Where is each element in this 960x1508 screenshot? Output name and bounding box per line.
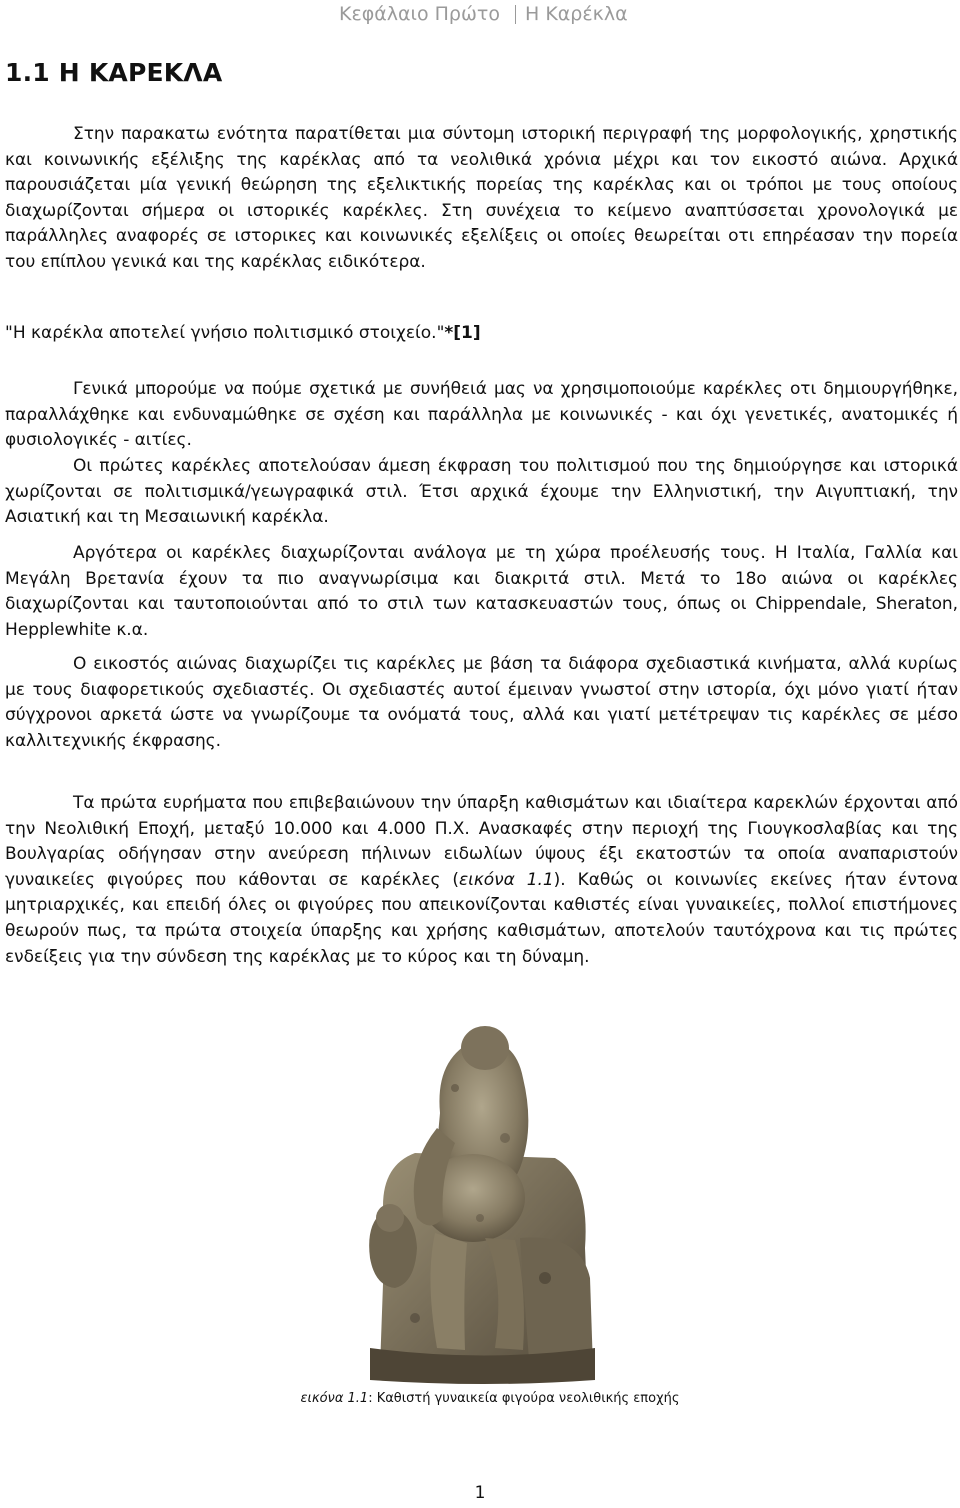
figure-caption-text: : Καθιστή γυναικεία φιγούρα νεολιθικής εποχής <box>368 1391 680 1406</box>
chapter-label: Κεφάλαιο Πρώτο <box>339 3 500 25</box>
quote-text: "Η καρέκλα αποτελεί γνήσιο πολιτισμικό στοιχείο." <box>5 323 445 343</box>
figure-caption-label: εικόνα 1.1 <box>300 1391 369 1406</box>
paragraph-countries: Αργότερα οι καρέκλες διαχωρίζονται ανάλογα με τη χώρα προέλευσής τους. Η Ιταλία, Γαλλία και Μεγάλη Βρετανία έχουν τα πιο αναγνωρίσιμα και διακριτά στιλ. Μετά το 18ο αιώνα οι καρέκλες διαχωρίζονται και ταυτοποιούνται από το στιλ των κατασκευαστών τους, όπως οι Chippendale, Sheraton, Hepplewhite κ.α. <box>5 543 958 640</box>
page-number: 1 <box>474 1483 486 1503</box>
quote <box>5 323 481 343</box>
neolithic-text-start: Τα πρώτα ευρήματα που επιβεβαιώνουν την ύπαρξη καθισμάτων και ιδιαίτερα καρεκλών έρχονται από την Νεολιθική Εποχή, μεταξύ 10.000 και 4.000 Π.Χ. Ανασκαφές στην περιοχή της Γιουγκοσλαβίας και της Βουλγαρίας οδήγησαν στην ανεύρεση πήλινων ειδωλίων ύψους έξι εκατοστών τα οποία αναπαριστούν γυναικείες φιγούρες που κάθονται σε καρέκλες ( <box>5 793 958 890</box>
figurine-illustration <box>345 1018 615 1384</box>
intro-paragraph: Στην παρακατω ενότητα παρατίθεται μια σύντομη ιστορική περιγραφή της μορφολογικής, χρηστικής και κοινωνικής εξέλιξης της καρέκλας από τα νεολιθικά χρόνια μέχρι και τον εικοστό αιώνα. Αρχικά παρουσιάζεται μία γενική θεώρηση της εξελικτικής πορείας της καρέκλας και οι τρόποι με τους οποίους διαχωρίζονται σήμερα οι ιστορικές καρέκλες. Στη συνέχεια το κείμενο αναπτύσσεται χρονολογικά με παράλληλες αναφορές σε ιστορικες και κοινωνικές εξελίξεις οι οποίες θεωρείται οτι επηρέασαν την πορεία του επίπλου γενικά και της καρέκλας ειδικότερα. <box>5 124 958 272</box>
neolithic-figurine-image <box>345 1018 615 1384</box>
figure-reference: εικόνα 1.1 <box>459 869 554 890</box>
paragraph-neolithic <box>5 791 958 970</box>
figure-caption <box>300 1389 680 1408</box>
neolithic-text-end: ). Καθώς οι κοινωνίες εκείνες ήταν έντονα μητριαρχικές, και επειδή όλες οι φιγούρες που απεικονίζονται καθιστές είναι γυναικείες, πολλοί επιστήμονες θεωρούν πως, τα πρώτα στοιχεία ύπαρξης και χρήσης καθισμάτων, αποτελούν ταυτόχρονα και τις πρώτες ενδείξεις για την σύνδεση της καρέκλας με το κύρος και τη δύναμη. <box>5 869 958 967</box>
header-separator <box>515 5 516 24</box>
paragraph-twentieth-century: Ο εικοστός αιώνας διαχωρίζει τις καρέκλες με βάση τα διάφορα σχεδιαστικά κινήματα, αλλά κυρίως με τους διαφορετικούς σχεδιαστές. Οι σχεδιαστές αυτοί έμειναν γνωστοί στην ιστορία, όχι μόνο γιατί ήταν σύγχρονοι αρκετά ώστε να γνωρίζουμε τα ονόματά τους, αλλά και γιατί μετέτρεψαν τις καρέκλες σε μέσο καλλιτεχνικής έκφρασης. <box>5 654 958 751</box>
paragraph-first-chairs: Οι πρώτες καρέκλες αποτελούσαν άμεση έκφραση του πολιτισμού που της δημιούργησε και ιστορικά χωρίζονται σε πολιτισμικά/γεωγραφικά στιλ. Έτσι αρχικά έχουμε την Ελληνιστική, την Αιγυπτιακή, την Ασιατική και τη Μεσαιωνική καρέκλα. <box>5 456 958 528</box>
quote-reference: *[1] <box>444 323 481 343</box>
running-header <box>0 3 960 25</box>
paragraph-general: Γενικά μπορούμε να πούμε σχετικά με συνήθειά μας να χρησιμοποιούμε καρέκλες οτι δημιουργήθηκε, παραλλάχθηκε και ενδυναμώθηκε σε σχέση και παράλληλα με κοινωνικές - και όχι γενετικές, ανατομικές ή φυσιολογικές - αιτίες. <box>5 379 958 451</box>
section-label: Η Καρέκλα <box>525 3 628 25</box>
section-title: 1.1 Η ΚΑΡΕΚΛΑ <box>5 58 223 87</box>
